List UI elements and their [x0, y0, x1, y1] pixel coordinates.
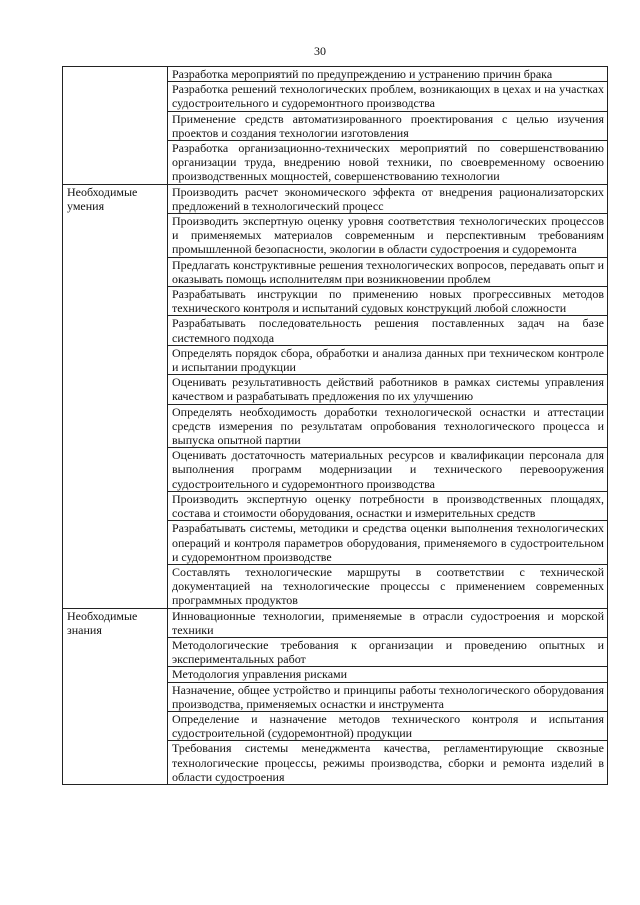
requirement-cell: Инновационные технологии, применяемые в отрасли судостроения и морской техники — [168, 608, 608, 637]
requirement-cell: Предлагать конструктивные решения технологических вопросов, передавать опыт и оказывать помощь исполнителям при возникновении проблем — [168, 257, 608, 286]
requirement-cell: Производить экспертную оценку потребности в производственных площадях, состава и стоимости оборудования, оснастки и измерительных средств — [168, 491, 608, 520]
requirement-cell: Разработка решений технологических проблем, возникающих в цехах и на участках судостроительного и судоремонтного производства — [168, 82, 608, 111]
requirement-cell: Определять порядок сбора, обработки и анализа данных при техническом контроле и испытании продукции — [168, 345, 608, 374]
requirement-cell: Разрабатывать системы, методики и средства оценки выполнения технологических операций и контроля параметров оборудования, применяемого в судостроительном и судоремонтном производстве — [168, 521, 608, 565]
table-row — [63, 608, 608, 637]
requirements-table-body — [63, 67, 608, 785]
category-cell: Необходимые знания — [63, 608, 168, 784]
requirement-cell: Назначение, общее устройство и принципы работы технологического оборудования производства, применяемых оснастки и инструмента — [168, 682, 608, 711]
table-row — [63, 184, 608, 213]
table-row — [63, 67, 608, 82]
requirement-cell: Разрабатывать инструкции по применению новых прогрессивных методов технического контроля и испытаний судовых конструкций любой сложности — [168, 287, 608, 316]
requirement-cell: Требования системы менеджмента качества, регламентирующие сквозные технологические процессы, режимы производства, сборки и ремонта изделий в области судостроения — [168, 741, 608, 785]
requirement-cell: Определение и назначение методов технического контроля и испытания судостроительной (судоремонтной) продукции — [168, 711, 608, 740]
requirement-cell: Оценивать достаточность материальных ресурсов и квалификации персонала для выполнения программ модернизации и технического перевооружения судостроительного и судоремонтного производства — [168, 448, 608, 492]
requirement-cell: Определять необходимость доработки технологической оснастки и аттестации средств измерения по результатам опробования технологического процесса и выпуска опытной партии — [168, 404, 608, 448]
requirement-cell: Разработка мероприятий по предупреждению и устранению причин брака — [168, 67, 608, 82]
requirement-cell: Производить расчет экономического эффекта от внедрения рационализаторских предложений в технологический процесс — [168, 184, 608, 213]
page-number: 30 — [314, 44, 326, 58]
category-cell — [63, 67, 168, 185]
requirement-cell: Разработка организационно-технических мероприятий по совершенствованию организации труда, внедрению новой техники, по своевременному освоению производственных мощностей, совершенствованию технологии — [168, 141, 608, 185]
requirement-cell: Производить экспертную оценку уровня соответствия технологических процессов и применяемых материалов современным и перспективным требованиям промышленной безопасности, экологии в области судостроения и судоремонта — [168, 214, 608, 258]
requirement-cell: Составлять технологические маршруты в соответствии с технической документацией на технологические процессы с применением современных программных продуктов — [168, 564, 608, 608]
requirement-cell: Применение средств автоматизированного проектирования с целью изучения проектов и создания технологии изготовления — [168, 111, 608, 140]
requirement-cell: Методологические требования к организации и проведению опытных и экспериментальных работ — [168, 637, 608, 666]
requirements-table — [62, 66, 608, 785]
requirement-cell: Методология управления рисками — [168, 667, 608, 682]
category-cell: Необходимые умения — [63, 184, 168, 608]
requirement-cell: Оценивать результативность действий работников в рамках системы управления качеством и разрабатывать предложения по их улучшению — [168, 375, 608, 404]
requirement-cell: Разрабатывать последовательность решения поставленных задач на базе системного подхода — [168, 316, 608, 345]
